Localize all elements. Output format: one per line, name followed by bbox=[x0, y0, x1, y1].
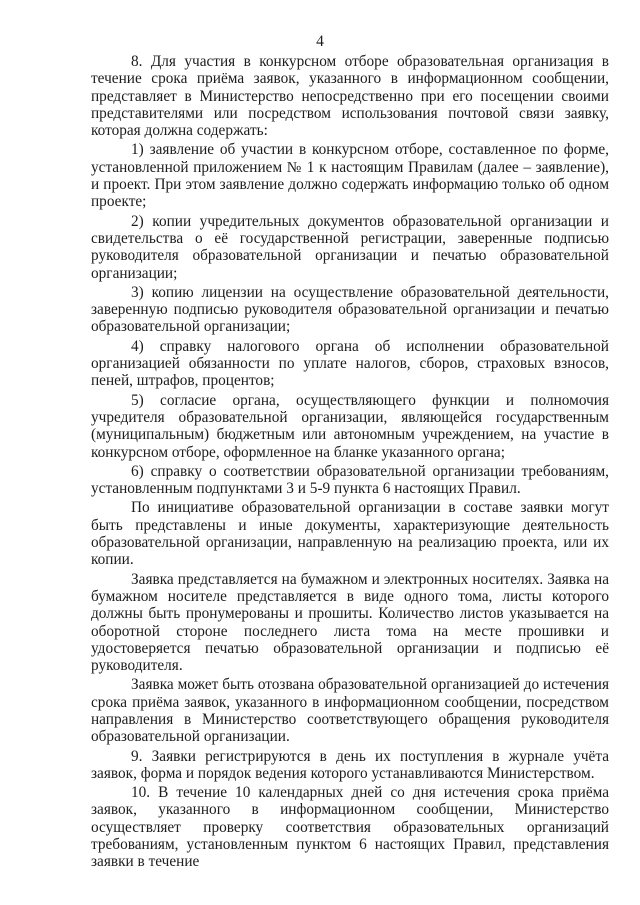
document-body bbox=[91, 53, 609, 871]
list-item-4: 4) справку налогового органа об исполнении образовательной организацией обязанности по уплате налогов, сборов, страховых взносов, пеней, штрафов, процентов; bbox=[91, 337, 609, 390]
paragraph-9-registration: 9. Заявки регистрируются в день их поступления в журнале учёта заявок, форма и порядок ведения которого устанавливаются Министерством. bbox=[91, 747, 609, 782]
page-number: 4 bbox=[316, 33, 324, 50]
paragraph-additional-documents: По инициативе образовательной организации в составе заявки могут быть представлены и иные документы, характеризующие деятельность образовательной организации, направленную на реализацию проекта, или их копии. bbox=[91, 499, 609, 569]
list-item-1: 1) заявление об участии в конкурсном отборе, составленное по форме, установленной приложением № 1 к настоящим Правилам (далее – заявление), и проект. При этом заявление должно содержать информацию только об одном проекте; bbox=[91, 141, 609, 211]
list-item-3: 3) копию лицензии на осуществление образовательной деятельности, заверенную подписью руководителя образовательной организации и печатью образовательной организации; bbox=[91, 283, 609, 336]
paragraph-submission-format: Заявка представляется на бумажном и электронных носителях. Заявка на бумажном носителе представляется в виде одного тома, листы которого должны быть пронумерованы и прошиты. Количество листов указывается на оборотной стороне последнего листа тома на месте прошивки и удостоверяется печатью образовательной организации и подписью её руководителя. bbox=[91, 570, 609, 675]
paragraph-withdrawal: Заявка может быть отозвана образовательной организацией до истечения срока приёма заявок, указанного в информационном сообщении, посредством направления в Министерство соответствующего обращения руководителя образовательной организации. bbox=[91, 676, 609, 746]
list-item-2: 2) копии учредительных документов образовательной организации и свидетельства о её государственной регистрации, заверенные подписью руководителя образовательной организации и печатью образовательной организации; bbox=[91, 212, 609, 282]
paragraph-8-intro: 8. Для участия в конкурсном отборе образовательная организация в течение срока приёма заявок, указанного в информационном сообщении, представляет в Министерство непосредственно при его посещении своими представителями или посредством использования почтовой связи заявку, которая должна содержать: bbox=[91, 53, 609, 140]
list-item-6: 6) справку о соответствии образовательной организации требованиям, установленным подпунктами 3 и 5-9 пункта 6 настоящих Правил. bbox=[91, 462, 609, 498]
list-item-5: 5) согласие органа, осуществляющего функции и полномочия учредителя образовательной организации, являющейся государственным (муниципальным) бюджетным или автономным учреждением, на участие в конкурсном отборе, оформленное на бланке указанного органа; bbox=[91, 391, 609, 461]
paragraph-10-review: 10. В течение 10 календарных дней со дня истечения срока приёма заявок, указанного в информационном сообщении, Министерство осуществляет проверку соответствия образовательных организаций требованиям, установленным пунктом 6 настоящих Правил, представления заявки в течение bbox=[91, 784, 609, 871]
